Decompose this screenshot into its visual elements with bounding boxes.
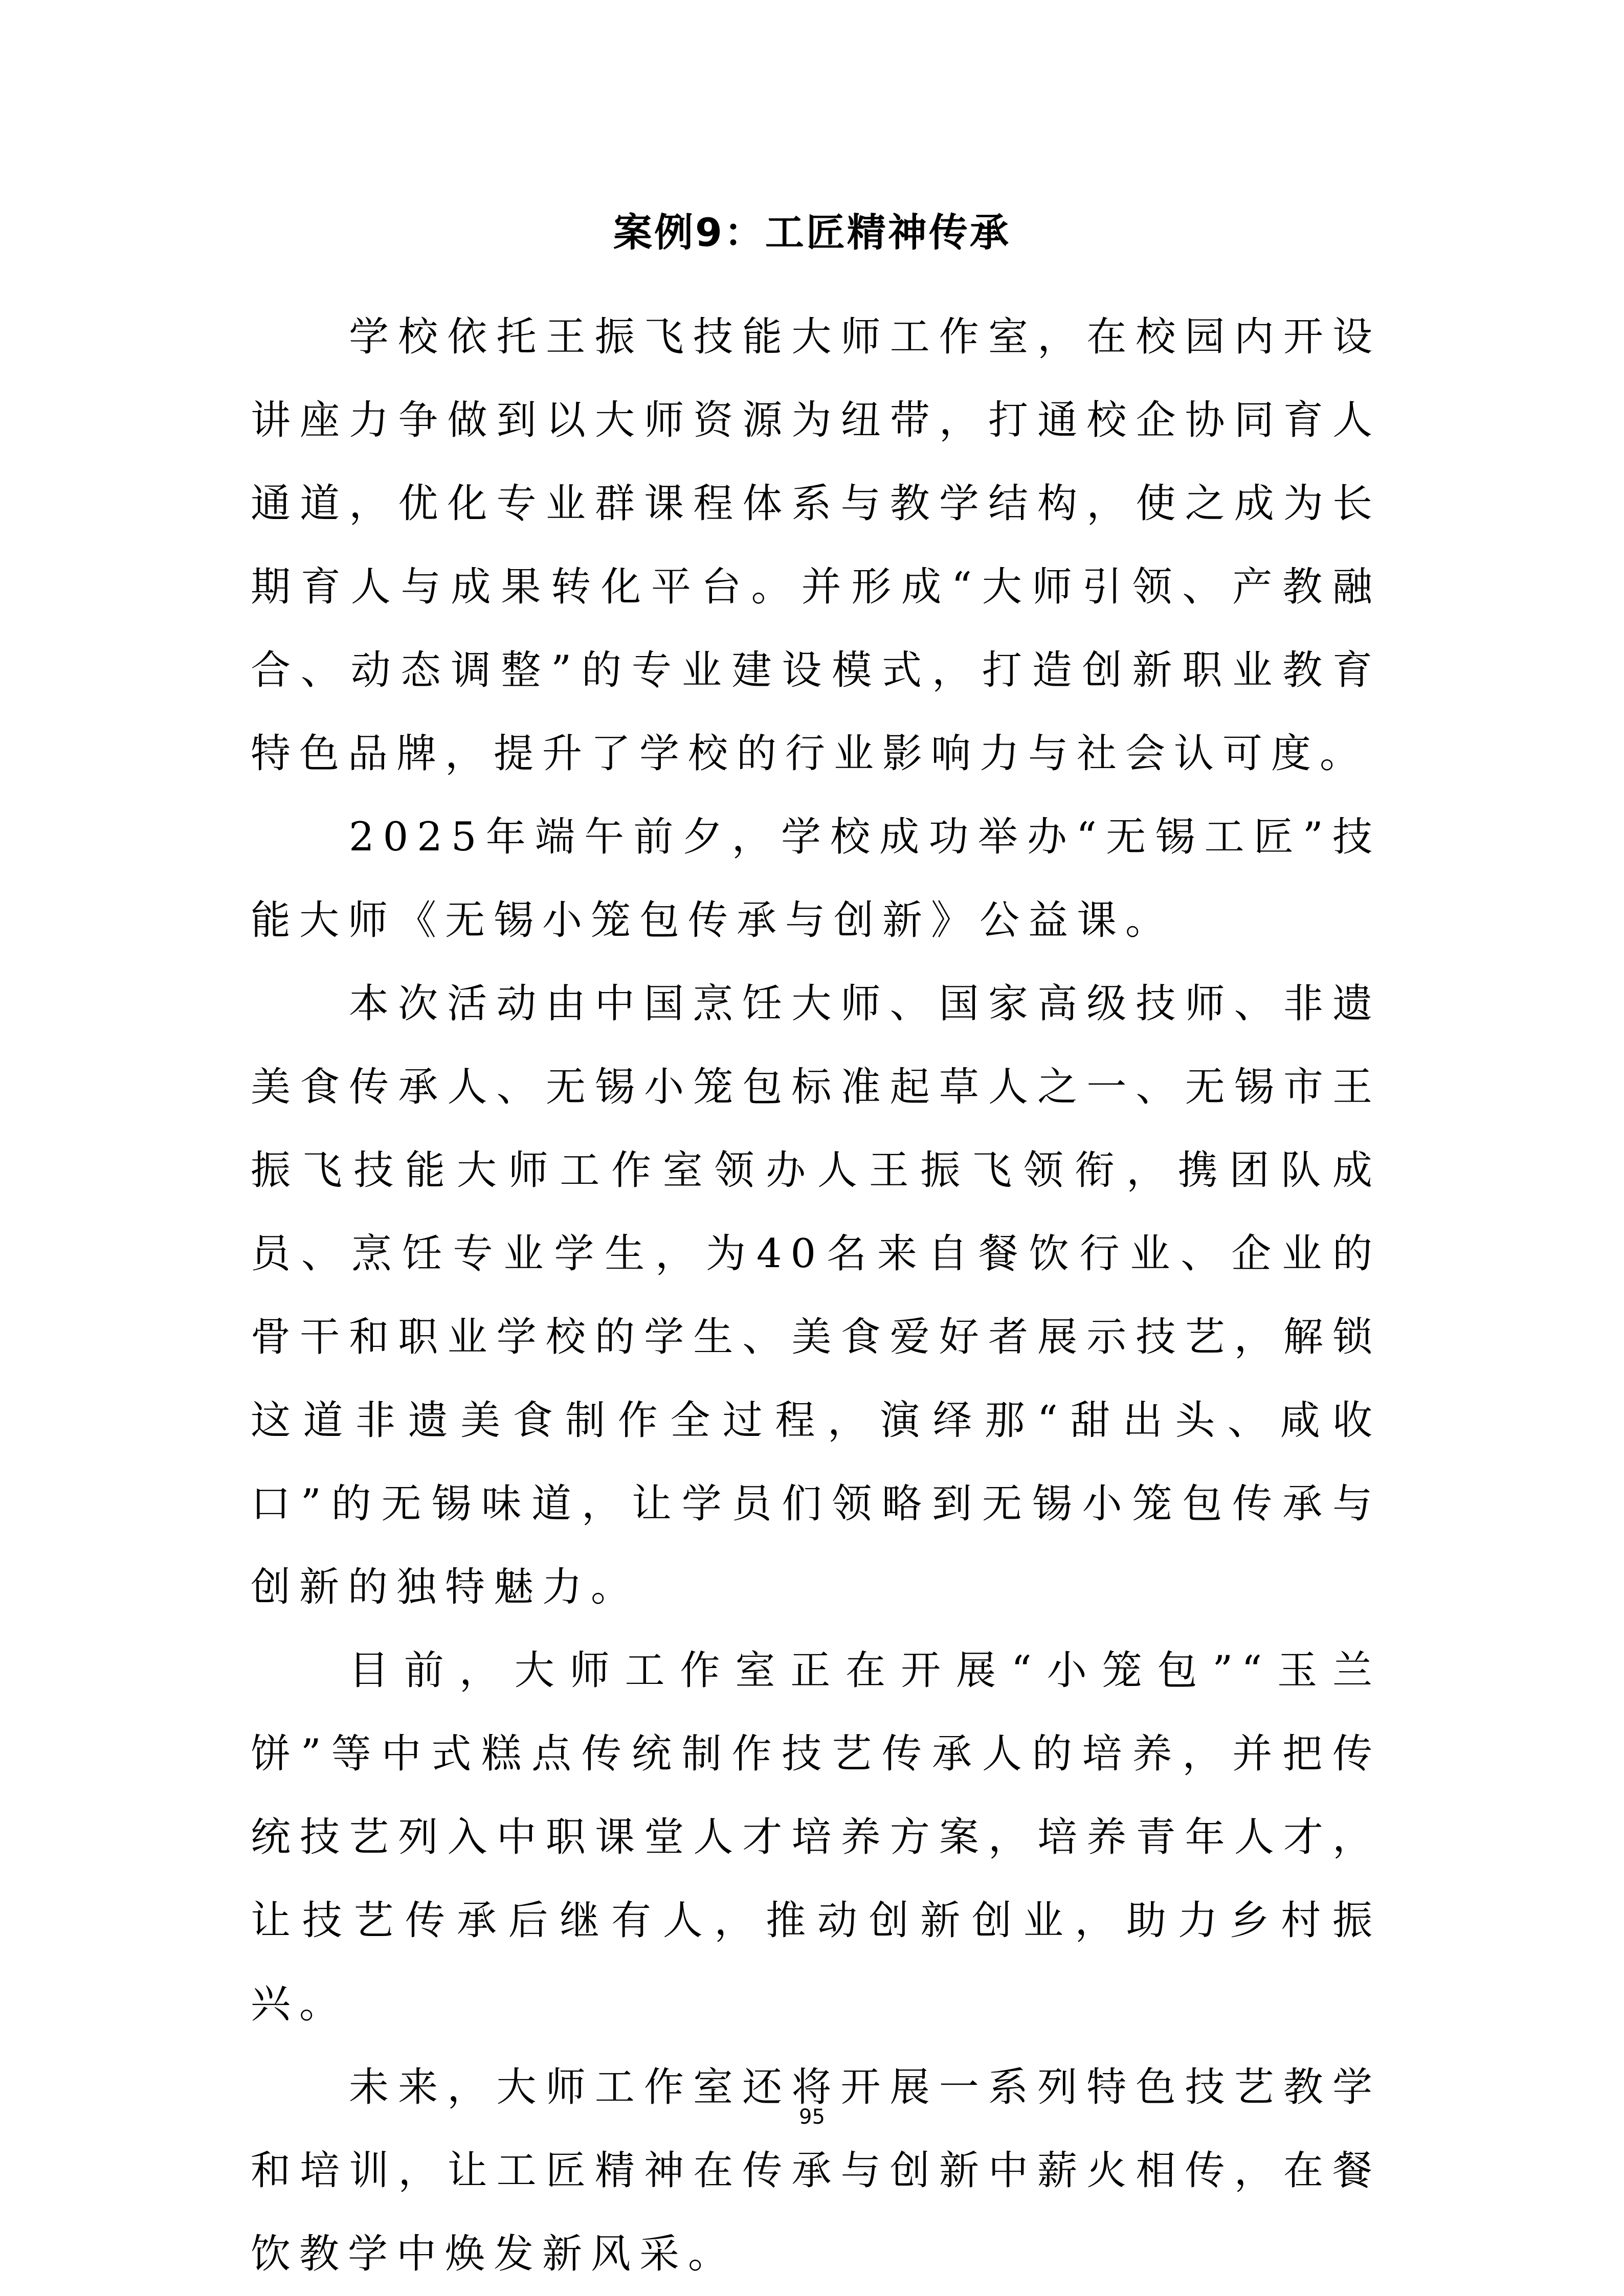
body-text	[251, 296, 1381, 2296]
paragraph-current: 目前，大师工作室正在开展“小笼包”“玉兰饼”等中式糕点传统制作技艺传承人的培养，并把传统技艺列入中职课堂人才培养方案，培养青年人才，让技艺传承后继有人，推动创新创业，助力乡村振兴。	[251, 1648, 1381, 2027]
paragraph-event: 2025年端午前夕，学校成功举办“无锡工匠”技能大师《无锡小笼包传承与创新》公益课。	[251, 814, 1381, 943]
paragraph-activity: 本次活动由中国烹饪大师、国家高级技师、非遗美食传承人、无锡小笼包标准起草人之一、无锡市王振飞技能大师工作室领办人王振飞领衔，携团队成员、烹饪专业学生，为40名来自餐饮行业、企业的骨干和职业学校的学生、美食爱好者展示技艺，解锁这道非遗美食制作全过程，演绎那“甜出头、咸收口”的无锡味道，让学员们领略到无锡小笼包传承与创新的独特魅力。	[251, 981, 1381, 1610]
paragraph-future: 未来，大师工作室还将开展一系列特色技艺教学和培训，让工匠精神在传承与创新中薪火相传，在餐饮教学中焕发新风采。	[251, 2064, 1381, 2277]
paragraph-intro: 学校依托王振飞技能大师工作室，在校园内开设讲座力争做到以大师资源为纽带，打通校企协同育人通道，优化专业群课程体系与教学结构，使之成为长期育人与成果转化平台。并形成“大师引领、产教融合、动态调整”的专业建设模式，打造创新职业教育特色品牌，提升了学校的行业影响力与社会认可度。	[251, 314, 1381, 777]
case-title: 案例9：工匠精神传承	[613, 210, 1011, 255]
page-number: 95	[799, 2105, 825, 2129]
